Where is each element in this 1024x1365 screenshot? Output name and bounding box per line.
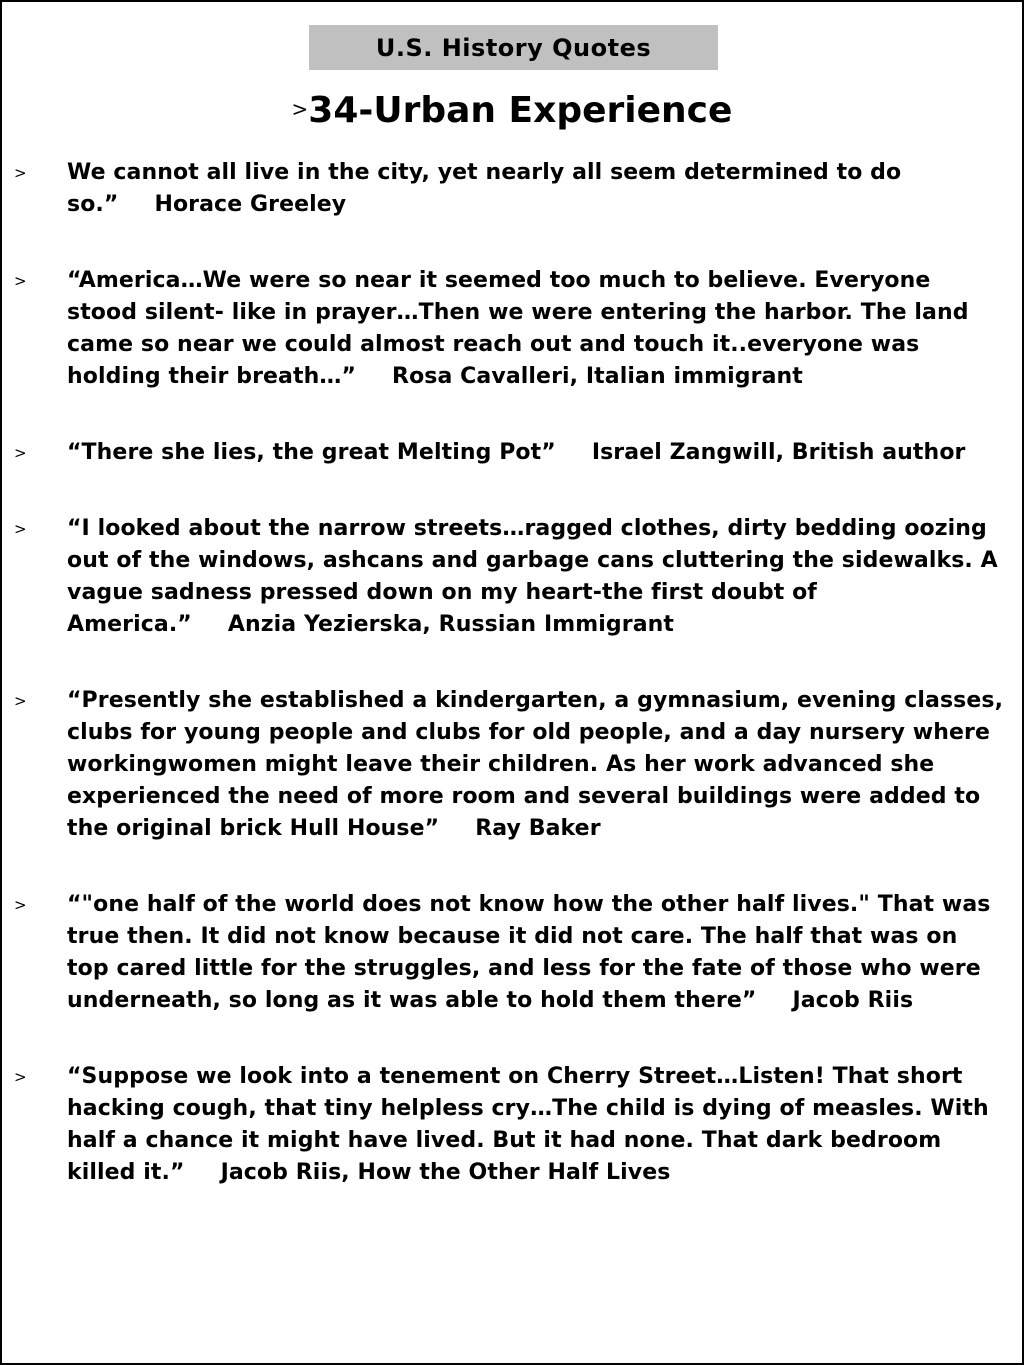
quote-source: Israel Zangwill, British author — [591, 440, 966, 465]
bullet-marker: > — [14, 896, 27, 914]
quote-list — [2, 157, 1022, 1233]
quote-item — [2, 437, 1022, 469]
bullet-marker: > — [14, 164, 27, 182]
quote-text — [67, 889, 1004, 1017]
quote-body: “Presently she established a kindergarten, a gymnasium, evening classes, clubs for young people and clubs for old people, and a day nursery where workingwomen might leave their children. As her work advanced she experienced the need of more room and several buildings were added to the original brick Hull House” — [67, 688, 1004, 841]
quote-source: Rosa Cavalleri, Italian immigrant — [392, 364, 803, 389]
quote-body: We cannot all live in the city, yet nearly all seem determined to do so.” — [67, 160, 902, 217]
quote-item — [2, 889, 1022, 1017]
quote-item — [2, 265, 1022, 393]
quote-text — [67, 513, 1004, 641]
quote-item — [2, 513, 1022, 641]
title-text: 34-Urban Experience — [308, 90, 733, 131]
quote-body: “America…We were so near it seemed too much to believe. Everyone stood silent- like in prayer…Then we were entering the harbor. The land came so near we could almost reach out and touch it..everyone was holding their breath…” — [67, 268, 969, 389]
quote-item — [2, 157, 1022, 221]
quote-text — [67, 265, 1004, 393]
quote-body: “"one half of the world does not know how the other half lives." That was true then. It did not know because it did not care. The half that was on top cared little for the struggles, and less for the fate of those who were underneath, so long as it was able to hold them there” — [67, 892, 991, 1013]
quote-source: Jacob Riis — [792, 988, 914, 1013]
quote-source: Jacob Riis, How the Other Half Lives — [220, 1160, 671, 1185]
bullet-marker: > — [14, 444, 27, 462]
header-banner — [309, 25, 718, 70]
bullet-marker: > — [14, 520, 27, 538]
quote-source: Ray Baker — [475, 816, 601, 841]
header-label: U.S. History Quotes — [375, 33, 652, 62]
quote-text — [67, 685, 1004, 845]
bullet-marker: > — [14, 272, 27, 290]
quote-item — [2, 1061, 1022, 1189]
page-title — [2, 88, 1022, 135]
quote-text — [67, 157, 1004, 221]
quote-text — [67, 437, 1004, 469]
bullet-marker: > — [14, 1068, 27, 1086]
quote-source: Anzia Yezierska, Russian Immigrant — [227, 612, 675, 637]
quote-source: Horace Greeley — [154, 192, 347, 217]
bullet-marker: > — [14, 692, 27, 710]
quote-body: “I looked about the narrow streets…ragged clothes, dirty bedding oozing out of the windows, ashcans and garbage cans cluttering the sidewalks. A vague sadness pressed down on my heart-the first doubt of America.” — [67, 516, 998, 637]
quote-body: “Suppose we look into a tenement on Cherry Street…Listen! That short hacking cough, that tiny helpless cry…The child is dying of measles. With half a chance it might have lived. But it had none. That dark bedroom killed it.” — [67, 1064, 989, 1185]
title-marker: > — [291, 97, 309, 121]
quote-item — [2, 685, 1022, 845]
quote-text — [67, 1061, 1004, 1189]
quote-body: “There she lies, the great Melting Pot” — [67, 440, 556, 465]
